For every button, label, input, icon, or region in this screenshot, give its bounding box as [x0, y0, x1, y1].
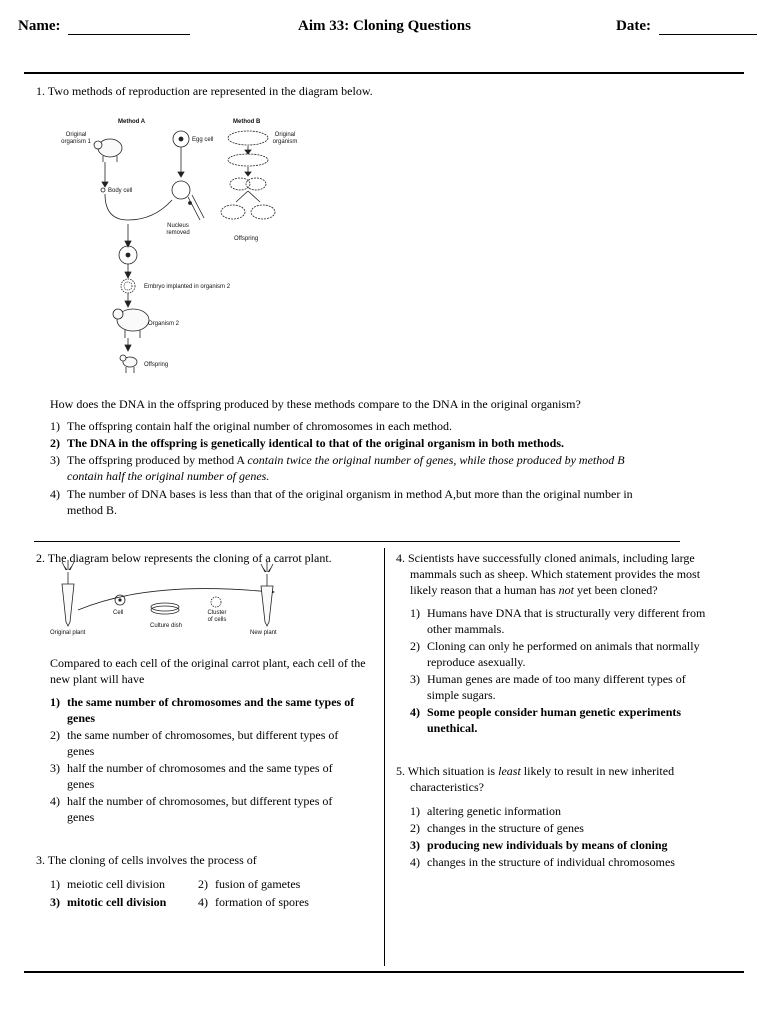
organism-2-label: Organism 2	[148, 321, 180, 327]
q4-option-3[interactable]: 3) Human genes are made of too many different types of simple sugars.	[410, 672, 686, 702]
q5-stem: 5. Which situation is least likely to result in new inherited characteristics?	[396, 764, 675, 794]
q1-stem: 1. Two methods of reproduction are represented in the diagram below.	[36, 84, 373, 98]
q5-option-3[interactable]: 3) producing new individuals by means of cloning	[410, 838, 668, 852]
cell-label: Cell	[113, 610, 124, 616]
q2-stem: 2. The diagram below represents the cloning of a carrot plant.	[36, 551, 332, 565]
q5-option-1[interactable]: 1) altering genetic information	[410, 804, 561, 818]
q1-diagram-art	[40, 112, 370, 382]
q2-diagram	[40, 562, 380, 644]
q3-option-1[interactable]: 1) meiotic cell division	[50, 877, 165, 891]
q4-option-4[interactable]: 4) Some people consider human genetic experiments unethical.	[410, 705, 682, 735]
offspring-b-label: Offspring	[234, 236, 259, 242]
q4-option-2[interactable]: 2) Cloning can only he performed on animals that normally reproduce asexually.	[410, 639, 700, 669]
body-cell-label: Body cell	[108, 188, 133, 194]
original-organism-1-label: Original organism 1	[61, 132, 91, 145]
original-organism-label: Original organism	[272, 132, 298, 145]
top-rule	[24, 72, 744, 74]
culture-dish-label: Culture dish	[150, 623, 183, 629]
name-blank[interactable]	[68, 20, 190, 35]
name-label: Name:	[18, 18, 61, 34]
q4-option-1[interactable]: 1) Humans have DNA that is structurally very different from other mammals.	[410, 606, 706, 636]
q5-option-4[interactable]: 4) changes in the structure of individual chromosomes	[410, 855, 675, 869]
nucleus-removed-label: Nucleus removed	[166, 223, 190, 236]
q2-question: Compared to each cell of the original carrot plant, each cell of the new plant will have	[50, 656, 366, 686]
q2-option-4[interactable]: 4) half the number of chromosomes, but different types of genes	[50, 794, 333, 824]
egg-cell-label: Egg cell	[192, 137, 214, 143]
column-divider	[384, 548, 385, 966]
q3-option-2[interactable]: 2) fusion of gametes	[198, 877, 301, 891]
q3-option-4[interactable]: 4) formation of spores	[198, 895, 309, 909]
date-label: Date:	[616, 18, 651, 34]
section-rule	[34, 541, 680, 542]
q1-diagram	[40, 112, 370, 382]
q2-option-3[interactable]: 3) half the number of chromosomes and the same types of genes	[50, 761, 333, 791]
method-b-label: Method B	[233, 119, 261, 125]
bottom-rule	[24, 971, 744, 973]
new-plant-label: New plant	[250, 630, 277, 636]
q4-stem: 4. Scientists have successfully cloned animals, including large mammals such as sheep. Which statement provides the most likely reason that a human has not yet been cloned?	[396, 551, 701, 597]
q2-option-2[interactable]: 2) the same number of chromosomes, but different types of genes	[50, 728, 339, 758]
page-title: Aim 33: Cloning Questions	[298, 18, 471, 34]
q2-option-1[interactable]: 1) the same number of chromosomes and the same types of genes	[50, 695, 355, 725]
q3-option-3[interactable]: 3) mitotic cell division	[50, 895, 167, 909]
embryo-label: Embryo implanted in organism 2	[144, 284, 231, 290]
q1-option-1[interactable]: 1) The offspring contain half the original number of chromosomes in each method.	[50, 419, 453, 433]
q2-diagram-art	[40, 562, 380, 644]
method-a-label: Method A	[118, 119, 146, 125]
offspring-a-label: Offspring	[144, 362, 169, 368]
q1-option-3[interactable]: 3) The offspring produced by method A contain twice the original number of genes, while those produced by method B contain half the original number of genes.	[50, 453, 625, 483]
date-blank[interactable]	[659, 20, 757, 35]
q1-option-2[interactable]: 2) The DNA in the offspring is genetically identical to that of the original organism in both methods.	[50, 436, 565, 450]
name-field[interactable]	[18, 18, 190, 35]
q3-stem: 3. The cloning of cells involves the process of	[36, 853, 257, 867]
original-plant-label: Original plant	[50, 630, 86, 636]
date-field[interactable]	[616, 18, 757, 35]
q1-option-4[interactable]: 4) The number of DNA bases is less than that of the original organism in method A,but more than the original number in method B.	[50, 487, 633, 517]
q5-option-2[interactable]: 2) changes in the structure of genes	[410, 821, 584, 835]
q1-question: How does the DNA in the offspring produced by these methods compare to the DNA in the original organism?	[50, 397, 581, 411]
cluster-label: Cluster of cells	[207, 610, 227, 623]
